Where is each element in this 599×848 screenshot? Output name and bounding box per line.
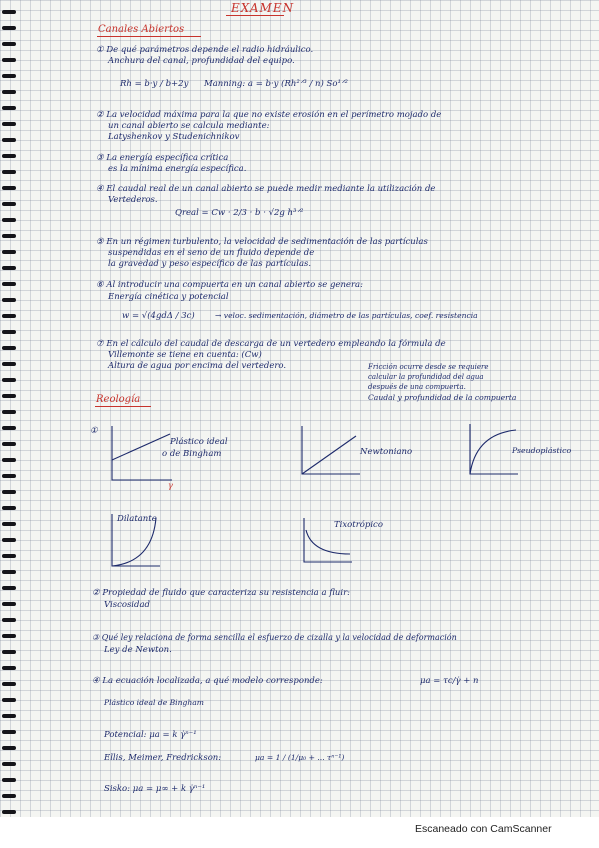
section-heading-canales: Canales Abiertos [98,24,185,35]
question-7-side-note-3: después de una compuerta. [368,383,466,391]
question-6-formula: w = √(4gdΔ / 3c) [122,311,195,321]
question-4-formula: Qreal = Cw · 2/3 · b · √2g h³ᐟ² [175,208,304,218]
title-underline [226,15,284,16]
section-underline [95,406,151,407]
question-1-answer: Anchura del canal, profundidad del equipo. [108,56,295,66]
spiral-binding [0,0,22,848]
page-title: EXAMEN [231,1,295,15]
rheo-question-4-formula: μa = τc/γ̇ + n [420,676,479,686]
question-7-side-note-4: Caudal y profundidad de la compuerta [368,393,517,402]
question-1-line-1: ① De qué parámetros depende el radio hidráulico. [96,45,314,55]
rheo-question-4-line-1: ④ La ecuación localizada, a qué modelo corresponde: [92,676,323,686]
graph-label-dilatante: Dilatante [117,514,157,524]
graph-newtoniano [294,422,364,482]
question-7-answer: Altura de agua por encima del vertedero. [108,361,287,371]
graph-label-newtoniano: Newtoniano [360,447,413,457]
rheo-question-3-answer: Ley de Newton. [104,645,172,655]
question-5-line-1: ⑤ En un régimen turbulento, la velocidad de sedimentación de las partículas [96,237,428,247]
rheo-question-2-line-1: ② Propiedad de fluido que caracteriza su resistencia a fluir: [92,588,351,598]
model-sisko: Sisko: μa = μ∞ + k γ̇ⁿ⁻¹ [104,784,206,794]
section-underline [97,36,201,37]
question-4-line-1: ④ El caudal real de un canal abierto se puede medir mediante la utilización de [96,184,436,194]
question-6-answer: Energía cinética y potencial [108,292,229,302]
model-potencial: Potencial: μa = k γ̇ⁿ⁻¹ [104,730,197,740]
question-2-answer: Latyshenkov y Studenichnikov [108,132,240,142]
question-3-line-1: ③ La energía específica crítica [96,153,229,163]
section-heading-reologia: Reología [96,394,141,405]
question-2-line-1: ② La velocidad máxima para la que no existe erosión en el perímetro mojado de [96,110,442,120]
question-7-line-2: Villemonte se tiene en cuenta: (Cw) [108,350,262,360]
question-6-line-1: ⑥ Al introducir una compuerta en un canal abierto se genera: [96,280,363,290]
question-7-side-note-1: Fricción ocurre desde se requiere [368,363,489,371]
model-ellis-formula: μa = 1 / (1/μ₀ + ... τⁿ⁻¹) [255,753,345,762]
question-3-answer: es la mínima energía específica. [108,164,247,174]
rheology-question-number: ① [90,426,98,436]
question-4-answer: Vertederos. [108,195,158,205]
graph-label-pseudoplastico: Pseudoplástico [512,446,572,455]
model-ellis-label: Ellis, Meimer, Fredrickson: [104,753,222,763]
question-5-line-2: suspendidas en el seno de un fluido depende de [108,248,315,258]
question-5-answer: la gravedad y peso específico de las partículas. [108,259,312,269]
question-2-line-2: un canal abierto se calcula mediante: [108,121,270,131]
question-6-note: → veloc. sedimentación, diámetro de las partículas, coef. resistencia [215,311,478,320]
graph-label-bingham-2: o de Bingham [162,449,222,459]
question-7-line-1: ⑦ En el cálculo del caudal de descarga de un vertedero empleando la fórmula de [96,339,446,349]
question-1-formula-rh: Rh = b·y / b+2y [120,79,189,89]
question-7-side-note-2: calcular la profundidad del agua [368,373,484,381]
rheo-question-3-line-1: ③ Qué ley relaciona de forma sencilla el esfuerzo de cizalla y la velocidad de deformación [92,633,457,642]
question-1-formula-manning: Manning: a = b·y (Rh²ᐟ³ / n) So¹ᐟ² [204,79,348,89]
graph-label-tixotropico: Tixotrópico [334,520,383,530]
rheo-question-2-answer: Viscosidad [104,600,150,610]
svg-text:γ: γ [168,481,173,490]
scanner-watermark: Escaneado con CamScanner [415,823,552,835]
graph-label-bingham-1: Plástico ideal [170,437,228,447]
rheo-question-4-answer: Plástico ideal de Bingham [104,698,204,707]
